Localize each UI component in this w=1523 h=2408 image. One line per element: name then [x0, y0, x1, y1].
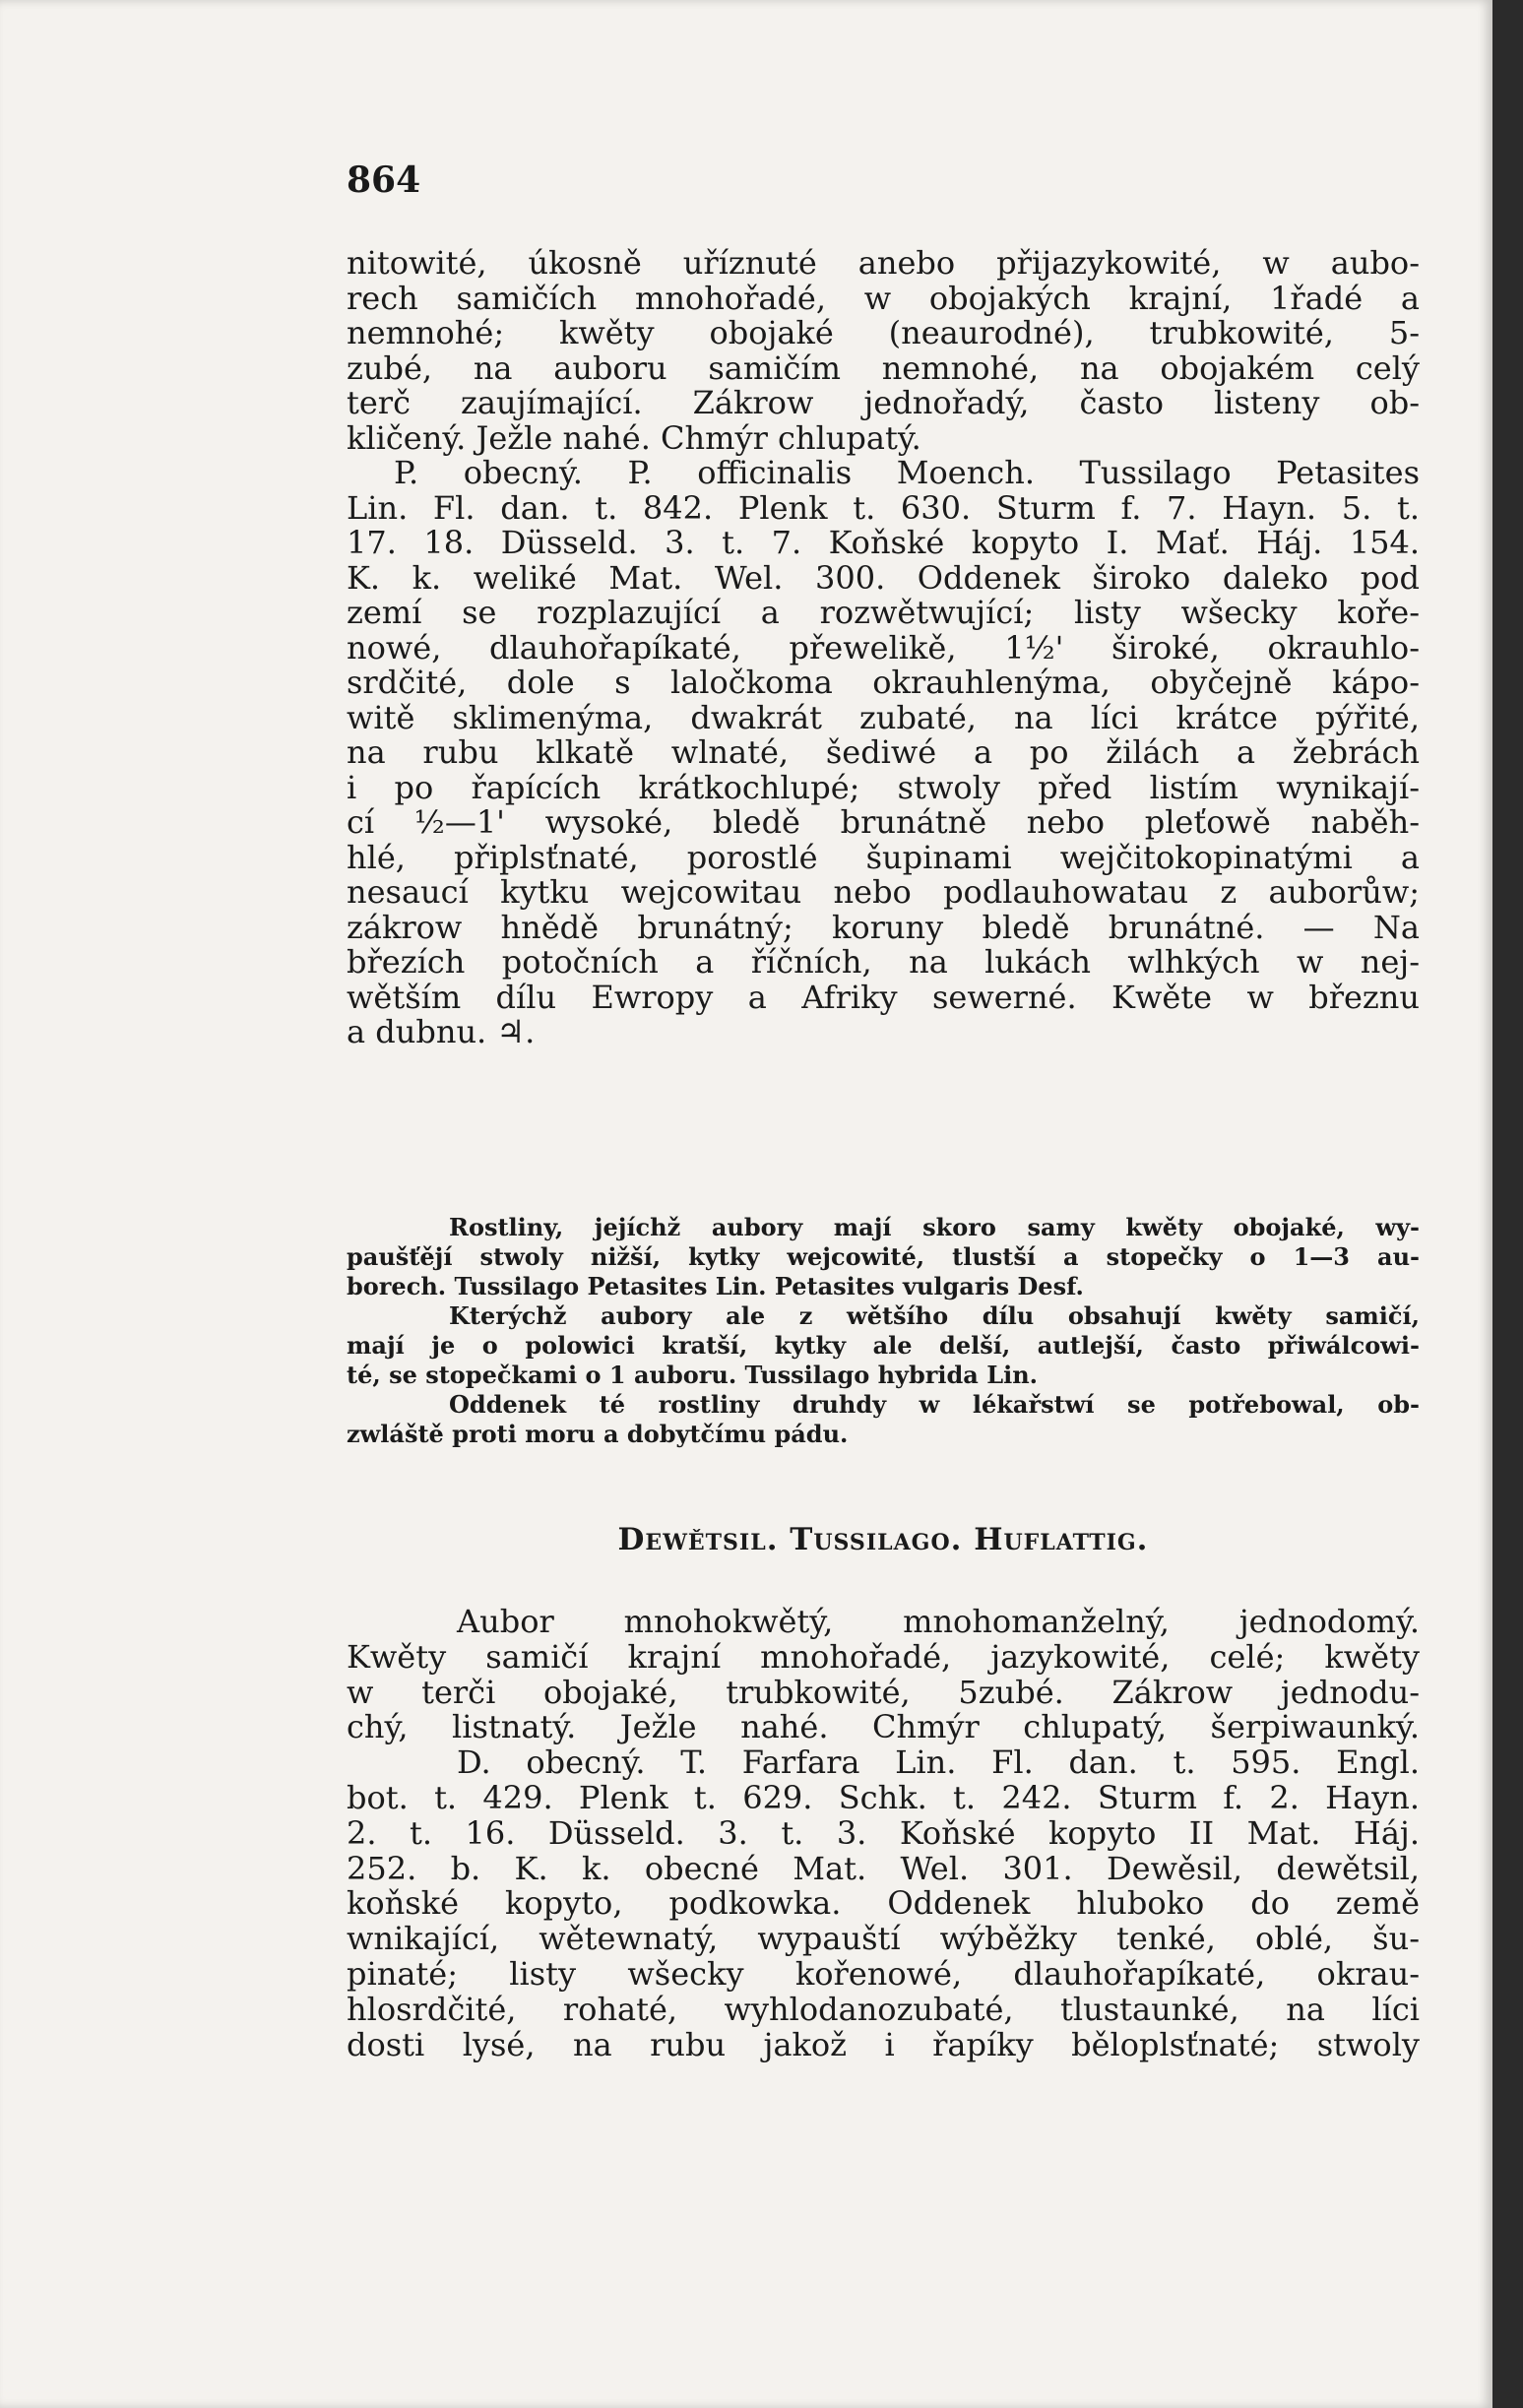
text-line: hlosrdčité, rohaté, wyhlodanozubaté, tlustaunké, na líci	[347, 1992, 1420, 2028]
note-line: paušťějí stwoly nižší, kytky wejcowité, tlustší a stopečky o 1—3 au-	[347, 1242, 1420, 1271]
text-line: zubé, na auboru samičím nemnohé, na obojakém celý	[347, 350, 1420, 386]
text-line: Kwěty samičí krajní mnohořadé, jazykowité, celé; kwěty	[347, 1639, 1420, 1676]
text-line: a dubnu. ♃.	[347, 1015, 536, 1050]
text-line: K. k. weliké Mat. Wel. 300. Oddenek široko daleko pod	[347, 560, 1420, 596]
text-line: 2. t. 16. Düsseld. 3. t. 3. Koňské kopyto II Mat. Háj.	[347, 1815, 1420, 1852]
text-line: rech samičích mnohořadé, w obojakých krajní, 1řadé a	[347, 281, 1420, 316]
note-line: Kterýchž aubory ale z wětšího dílu obsahují kwěty samičí,	[449, 1301, 1420, 1330]
text-line: witě sklimenýma, dwakrát zubaté, na líci krátce pýřité,	[347, 700, 1420, 735]
text-line: nesaucí kytku wejcowitau nebo podlauhowatau z auborůw;	[347, 875, 1420, 911]
note-line: té, se stopečkami o 1 auboru. Tussilago hybrida Lin.	[347, 1361, 1039, 1389]
note-line: Rostliny, jejíchž aubory mají skoro samy kwěty obojaké, wy-	[449, 1213, 1420, 1241]
text-line: bot. t. 429. Plenk t. 629. Schk. t. 242. Sturm f. 2. Hayn.	[347, 1780, 1420, 1816]
page-number: 864	[347, 159, 421, 201]
text-line: 17. 18. Düsseld. 3. t. 7. Koňské kopyto I. Mať. Háj. 154.	[347, 526, 1420, 561]
section-heading: Dewětsil. Tussilago. Huflattig.	[617, 1522, 1149, 1557]
text-line: na rubu klkatě wlnaté, šediwé a po žilách a žebrách	[347, 735, 1420, 771]
text-line: D. obecný. T. Farfara Lin. Fl. dan. t. 595. Engl.	[457, 1745, 1420, 1781]
text-line: nemnohé; kwěty obojaké (neaurodné), trubkowité, 5-	[347, 316, 1420, 351]
text-line: zemí se rozplazující a rozwětwující; listy wšecky koře-	[347, 596, 1420, 631]
paragraph-tussilago	[347, 1605, 1420, 2062]
note-line: borech. Tussilago Petasites Lin. Petasites vulgaris Desf.	[347, 1272, 1084, 1300]
text-line: wětším dílu Ewropy a Afriky sewerné. Kwěte w březnu	[347, 980, 1420, 1015]
text-line: terč zaujímající. Zákrow jednořadý, často listeny ob-	[347, 386, 1420, 421]
note-line: mají je o polowici kratší, kytky ale delší, autlejší, často přiwálcowi-	[347, 1331, 1420, 1360]
text-line: pinaté; listy wšecky kořenowé, dlauhořapíkaté, okrau-	[347, 1956, 1420, 1993]
text-line: koňské kopyto, podkowka. Oddenek hluboko do země	[347, 1886, 1420, 1923]
text-line: 252. b. K. k. obecné Mat. Wel. 301. Dewěsil, dewětsil,	[347, 1851, 1420, 1887]
note-line: Oddenek té rostliny druhdy w lékařstwí se potřebowal, ob-	[449, 1390, 1420, 1419]
text-line: chý, listnatý. Ježle nahé. Chmýr chlupatý, šerpiwaunký.	[347, 1710, 1420, 1746]
text-line: zákrow hnědě brunátný; koruny bledě brunátné. — Na	[347, 910, 1420, 945]
text-line: w terči obojaké, trubkowité, 5zubé. Zákrow jednodu-	[347, 1675, 1420, 1711]
text-line: Aubor mnohokwětý, mnohomanželný, jednodomý.	[457, 1605, 1420, 1640]
text-line: Lin. Fl. dan. t. 842. Plenk t. 630. Sturm f. 7. Hayn. 5. t.	[347, 490, 1420, 526]
text-line: březích potočních a říčních, na lukách wlhkých w nej-	[347, 945, 1420, 981]
text-line: hlé, připlsťnaté, porostlé šupinami wejčitokopinatými a	[347, 840, 1420, 875]
text-line: dosti lysé, na rubu jakož i řapíky běloplsťnaté; stwoly	[347, 2027, 1420, 2063]
text-line: cí ½—1' wysoké, bledě brunátně nebo pleťowě naběh-	[347, 805, 1420, 841]
text-line: kličený. Ježle nahé. Chmýr chlupatý.	[347, 420, 921, 456]
paragraph-petasites	[347, 246, 1420, 1050]
notes-petasites	[347, 1213, 1420, 1449]
text-line: P. obecný. P. officinalis Moench. Tussilago Petasites	[394, 456, 1420, 491]
text-line: nitowité, úkosně uříznuté anebo přijazykowité, w aubo-	[347, 246, 1420, 282]
text-line: i po řapících krátkochlupé; stwoly před listím wynikají-	[347, 770, 1420, 805]
text-line: srdčité, dole s laločkoma okrauhlenýma, obyčejně kápo-	[347, 665, 1420, 701]
text-line: nowé, dlauhořapíkaté, přewelikě, 1½' široké, okrauhlo-	[347, 630, 1420, 665]
note-line: zwláště proti moru a dobytčímu pádu.	[347, 1420, 849, 1448]
text-line: wnikající, wětewnatý, wypauští wýběžky tenké, oblé, šu-	[347, 1922, 1420, 1957]
